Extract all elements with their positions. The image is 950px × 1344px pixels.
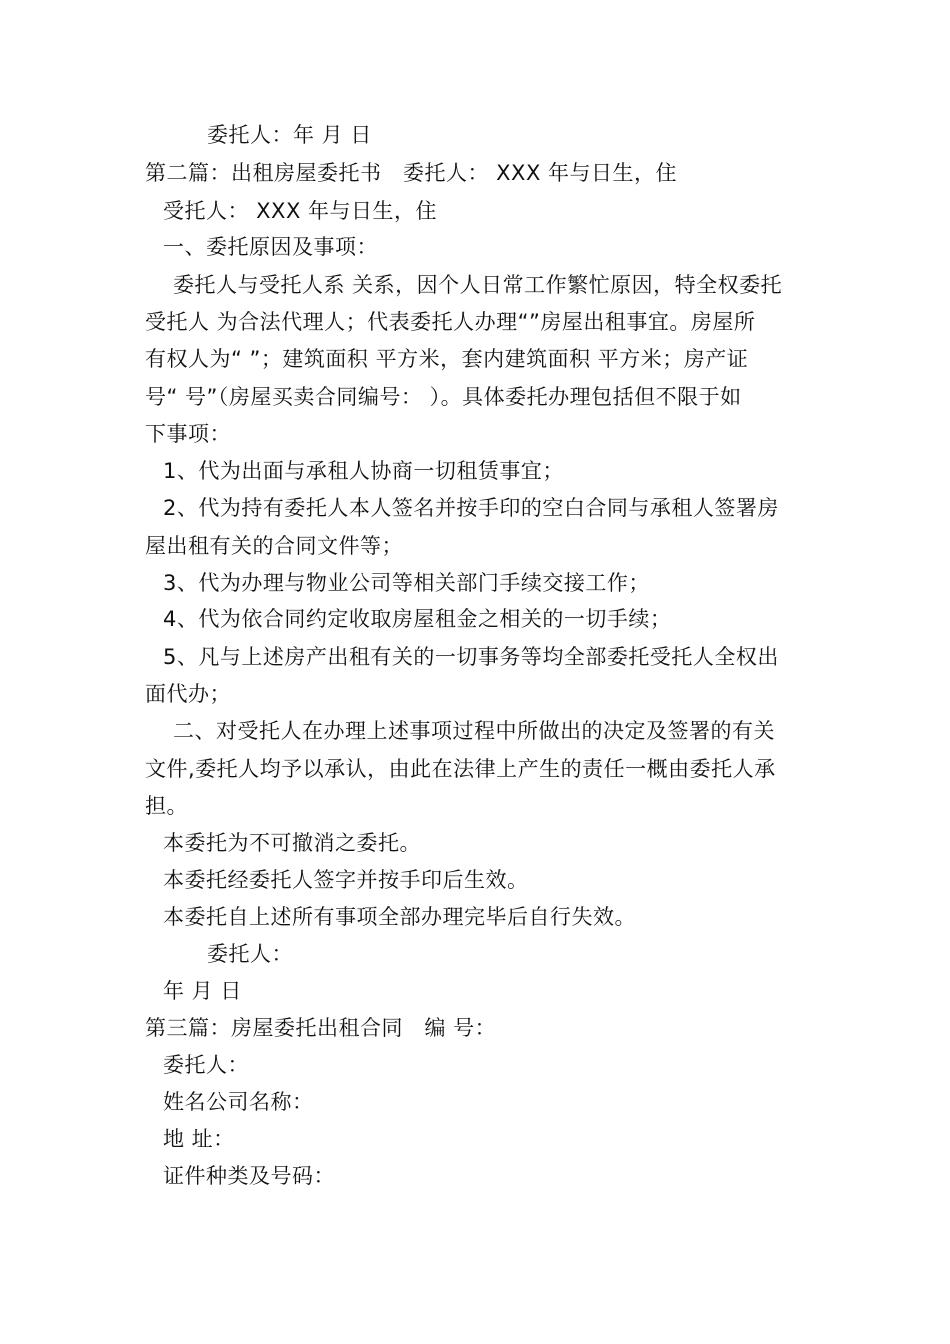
text-line: 本委托为不可撤消之委托。	[163, 831, 421, 855]
text-line: 面代办；	[145, 682, 231, 706]
date-line: 年 月 日	[163, 979, 242, 1003]
text-line: 号“ 号”（房屋买卖合同编号： ）。具体委托办理包括但不限于如	[145, 385, 742, 409]
list-item: 2、代为持有委托人本人签名并按手印的空白合同与承租人签署房	[163, 496, 779, 520]
text-line: 本委托自上述所有事项全部办理完毕后自行失效。	[163, 905, 636, 929]
section-heading-3: 第三篇：房屋委托出租合同 编 号：	[145, 1016, 497, 1040]
list-item: 4、代为依合同约定收取房屋租金之相关的一切手续；	[163, 607, 672, 631]
list-item: 3、代为办理与物业公司等相关部门手续交接工作；	[163, 571, 650, 595]
text-line: 二、对受托人在办理上述事项过程中所做出的决定及签署的有关	[173, 719, 775, 743]
text-line: 下事项：	[145, 422, 231, 446]
list-item: 5、凡与上述房产出租有关的一切事务等均全部委托受托人全权出	[163, 645, 779, 669]
section-heading-2: 第二篇：出租房屋委托书 委托人： XXX 年与日生，住	[145, 161, 678, 185]
text-line: 文件,委托人均予以承认，由此在法律上产生的责任一概由委托人承	[145, 757, 776, 781]
text-line: 地 址：	[163, 1127, 235, 1151]
text-line: 屋出租有关的合同文件等；	[145, 534, 403, 558]
list-item: 1、代为出面与承租人协商一切租赁事宜；	[163, 459, 564, 483]
text-line: 证件种类及号码：	[163, 1164, 335, 1188]
text-line: 受托人 为合法代理人；代表委托人办理“”房屋出租事宜。房屋所	[145, 310, 756, 334]
text-line: 姓名公司名称：	[163, 1090, 314, 1114]
signature-label: 委托人：	[207, 942, 293, 966]
text-line: 有权人为“ ”；建筑面积 平方米，套内建筑面积 平方米；房产证	[145, 347, 749, 371]
text-line: 本委托经委托人签字并按手印后生效。	[163, 868, 529, 892]
text-line: 委托人：	[163, 1053, 249, 1077]
text-line: 一、委托原因及事项：	[163, 235, 378, 259]
text-line: 担。	[145, 794, 188, 818]
text-line: 委托人：年 月 日	[207, 123, 372, 147]
text-line: 委托人与受托人系 关系，因个人日常工作繁忙原因，特全权委托	[173, 273, 783, 297]
text-line: 受托人： XXX 年与日生，住	[163, 199, 438, 223]
